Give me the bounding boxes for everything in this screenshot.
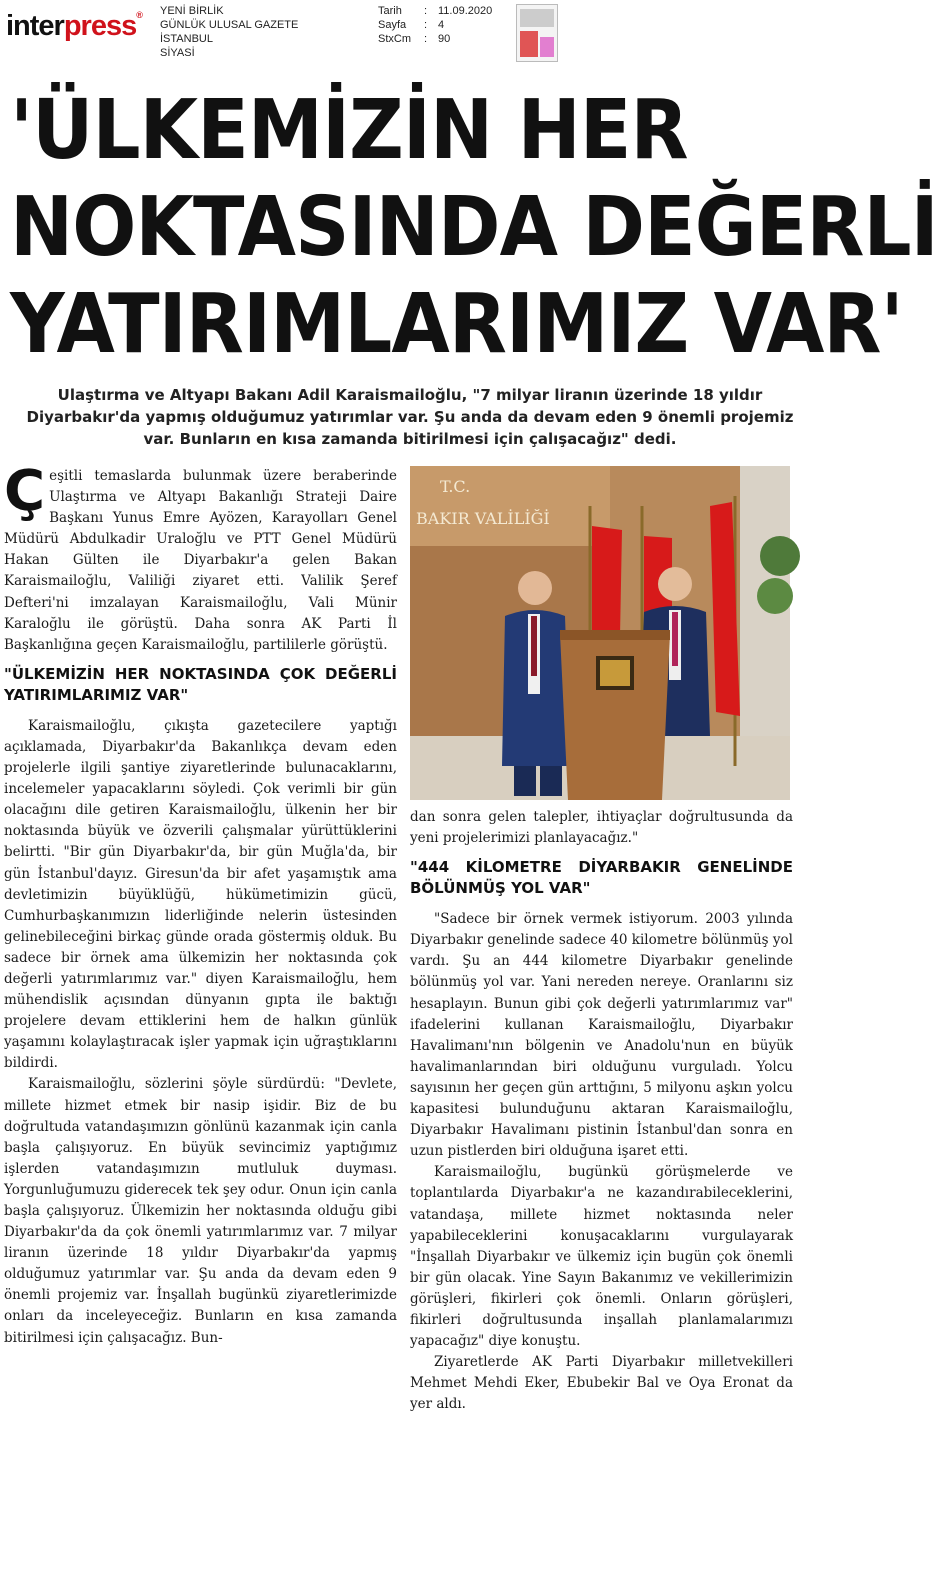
section-title: "444 KİLOMETRE DİYARBAKIR GENELİNDE BÖLÜNMÜŞ YOL VAR" [410, 858, 793, 898]
body-paragraph: Karaismailoğlu, çıkışta gazetecilere yaptığı açıklamada, Diyarbakır'da Bakanlıkça devam eden projelerle ilgili şantiye ziyaretlerinde bulunacaklarını, incelemeler yapacaklarını söyledi. Çok verimli bir gün olacağını dile getiren Karaismailoğlu, ülkenin her bir noktasında büyük ve özverili çalışmalar yürüttüklerini belirtti. "Bir gün Diyarbakır'da, bir gün Muğla'da, bir gün İstanbul'dayız. Giresun'da bir afet yaşamıştık ama devletimizin büyüklüğü, hükümetimizin gücü, Cumhurbaşkanımızın liderliğinde nelerin üstesinden gelinebileceğini birkaç günde orada göstermiş olduk. Bu sadece bir örnek ama ülkemizin her noktasında çok değerli yatırımlarımız var." diyen Karaismailoğlu, hem mühendislik açısından dünyanın gıpta ile baktığı projelere devam ettiklerini hem de halkın günlük yaşamını kolaylaştıracak işler yapmak için uğraştıklarını bildirdi. [4, 717, 397, 1072]
article-photo [410, 466, 790, 800]
photo-sign-tc: T.C. [440, 477, 471, 496]
body-paragraph: Ziyaretlerde AK Parti Diyarbakır milletvekilleri Mehmet Mehdi Eker, Ebubekir Bal ve Oya Eronat da yer aldı. [410, 1354, 793, 1413]
left-column [4, 459, 397, 1349]
meta-page: Sayfa : 4 [378, 19, 445, 31]
headline-line: 'ÜLKEMİZİN HER [10, 83, 688, 178]
body-paragraph: dan sonra gelen talepler, ihtiyaçlar doğrultusunda da yeni projelerimizi planlayacağız." [410, 809, 793, 847]
headline-line: NOKTASINDA DEĞERLİ [10, 180, 938, 275]
article-headline [10, 82, 938, 373]
body-paragraph: "Sadece bir örnek vermek istiyorum. 2003 yılında Diyarbakır genelinde sadece 40 kilometre bölünmüş yol vardı. Şu an 444 kilometre Diyarbakır genelinde bölünmüş yol var. Yani nereden nereye. Oranlarını siz hesaplayın. Bunun gibi çok değerli yatırımlarımız var" ifadelerini kullanan Karaismailoğlu, Diyarbakır Havalimanı'nın bölgenin ve Anadolu'nun en büyük havalimanlarından biri olduğunu vurguladı. Yolcu sayısının her geçen gün arttığını, 5 milyonu aşkın yolcu kapasitesi bulunduğunu aktaran Karaismailoğlu, Diyarbakır Havalimanı pistinin İstanbul'dan sonra en uzun pistlerden biri olduğuna işaret etti. [410, 911, 793, 1160]
publication-city: İSTANBUL [160, 33, 213, 45]
lectern [560, 630, 670, 800]
publication-info [160, 4, 298, 60]
article-subhead: Ulaştırma ve Altyapı Bakanı Adil Karaismailoğlu, "7 milyar liranın üzerinde 18 yıldır Diyarbakır'da yapmış olduğumuz yatırımlar var. Şu anda da devam eden 9 önemli projemiz var. Bunların en kısa zamanda bitirilmesi için çalışacağız" dedi. [26, 386, 794, 448]
body-paragraph: Karaismailoğlu, sözlerini şöyle sürdürdü: "Devlete, millete hizmet etmek bir nasip işidir. Biz de bu doğrultuda vatandaşımızın gönlünü kazanmak için canla başla çalışıyoruz. En büyük sevincimiz yaptığımız işlerden vatandaşımızın mutluluk duyması. Yorgunluğumuzu giderecek tek şey odur. Onun için canla başla çalışıyoruz. Ülkemizin her noktasında olduğu gibi Diyarbakır'da da çok önemli yatırımlarımız var. 7 milyar liranın üzerinde 18 yıldır Diyarbakır'da yapmış olduğumuz yatırımlar var. Şu anda da devam eden 9 önemli projemiz var. İnşallah bugünkü ziyaretlerimizde onları da inceleyeceğiz. Bunların en kısa zamanda bitirilmesi için çalışacağız. Bun- [4, 1076, 397, 1346]
clipping-meta [378, 4, 492, 46]
body-paragraph: Karaismailoğlu, bugünkü görüşmelerde ve toplantılarda Diyarbakır'a ne kazandırabileceklerini, vatandaşa, millete hizmet noktasında neler yapabileceklerini konuşacaklarını vurgulayarak "İnşallah Diyarbakır ve ülkemiz için bugün çok önemli bir gün olacak. Yine Sayın Bakanımız ve vekillerimizin görüşleri, fikirleri çok önemli. Onların görüşleri, fikirleri doğrultusunda inşallah planlamalarımızı yapacağız" diye konuştu. [410, 1164, 793, 1350]
publication-category: SİYASİ [160, 47, 195, 59]
interpress-logo: interpress® [6, 10, 142, 42]
meta-date: Tarih : 11.09.2020 [378, 5, 493, 17]
headline-line: YATIRIMLARIMIZ VAR' [10, 277, 903, 372]
page-thumbnail [516, 4, 558, 62]
publication-frequency: GÜNLÜK ULUSAL GAZETE [160, 19, 299, 31]
meta-stxcm: StxCm : 90 [378, 33, 451, 45]
drop-cap: Ç [4, 459, 46, 524]
publication-name: YENİ BİRLİK [160, 5, 224, 17]
right-column [410, 807, 793, 1415]
photo-sign-valilik: BAKIR VALİLİĞİ [416, 509, 550, 528]
clipping-header [0, 0, 819, 70]
section-title: "ÜLKEMİZİN HER NOKTASINDA ÇOK DEĞERLİ YATIRIMLARIMIZ VAR" [4, 664, 397, 704]
lead-paragraph: Çeşitli temaslarda bulunmak üzere beraberinde Ulaştırma ve Altyapı Bakanlığı Strateji Daire Başkanı Yunus Emre Ayözen, Karayolları Genel Müdürü Abdulkadir Uraloğlu ve PTT Genel Müdürü Hakan Gülten ile Diyarbakır'a gelen Bakan Karaismailoğlu, Valiliği ziyaret etti. Valilik Şeref Defteri'ni imzalayan Karaismailoğlu, Vali Münir Karaloğlu ile görüştü. Daha sonra AK Parti İl Başkanlığına geçen Karaismailoğlu, partililerle görüştü. [4, 459, 397, 653]
